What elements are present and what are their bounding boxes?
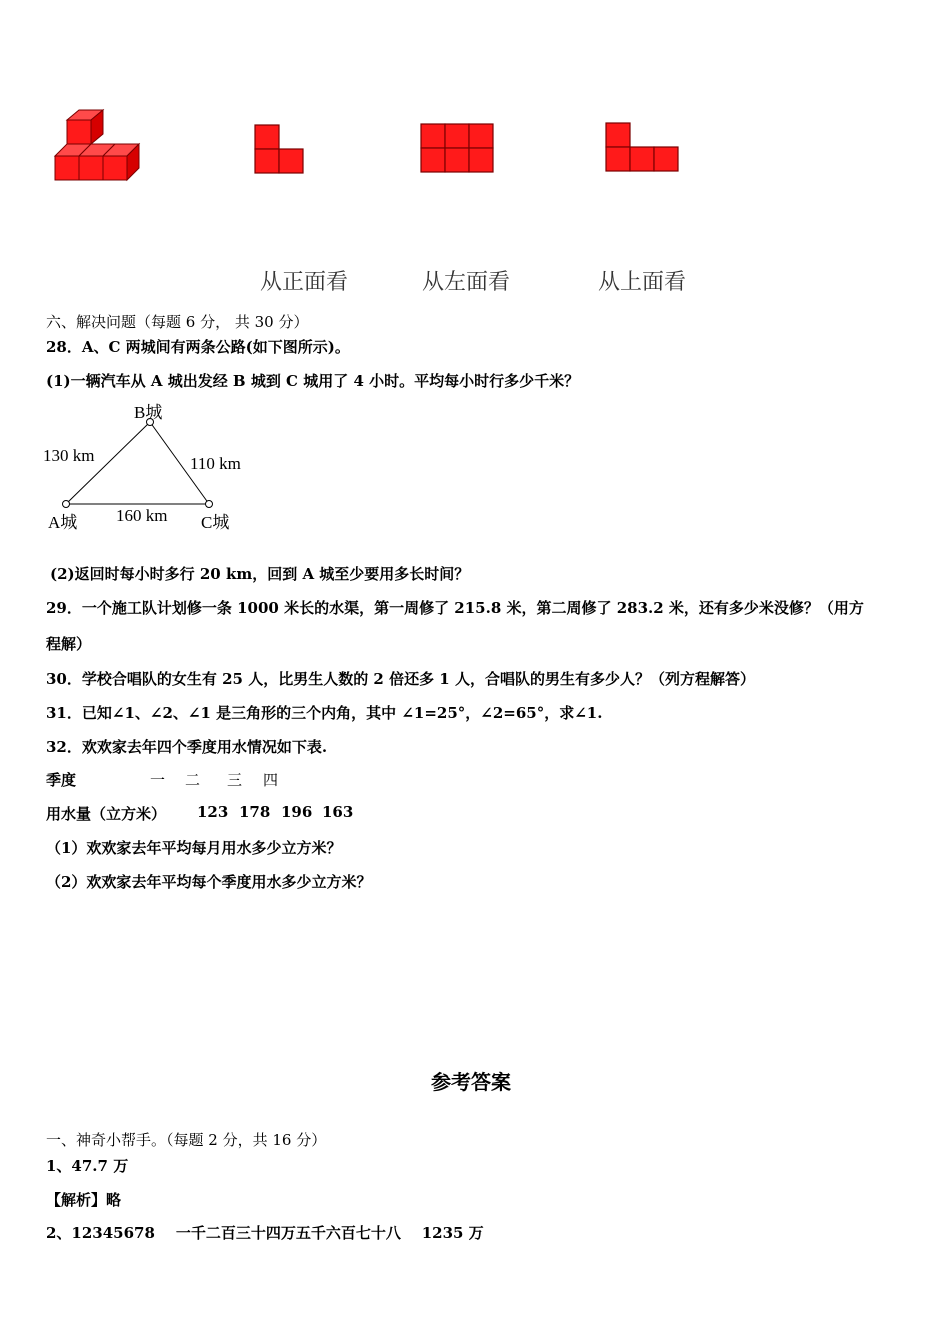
left-view-figure bbox=[420, 123, 496, 175]
q28-part2: (2)返回时每小时多行 20 km，回到 A 城至少要用多长时间？ bbox=[50, 565, 470, 583]
answer-1-analysis: 【解析】略 bbox=[46, 1191, 122, 1209]
q32-row2-header: 用水量（立方米） bbox=[46, 805, 167, 823]
q32-value-4: 163 bbox=[322, 803, 354, 821]
top-view-figure bbox=[605, 122, 681, 174]
answer-2: 2、12345678 一千二百三十四万五千六百七十八 1235 万 bbox=[46, 1224, 484, 1242]
q32-value-2: 178 bbox=[239, 803, 271, 821]
answers-title: 参考答案 bbox=[431, 1070, 511, 1094]
ac-distance-label: 160 km bbox=[116, 506, 168, 525]
q32-quarter-4: 四 bbox=[263, 771, 279, 789]
q28-stem: 28．A、C 两城间有两条公路(如下图所示)。 bbox=[46, 338, 350, 356]
q32-quarter-1: 一 bbox=[150, 771, 166, 789]
left-view-label: 从左面看 bbox=[422, 270, 511, 295]
q32-part2: （2）欢欢家去年平均每个季度用水多少立方米？ bbox=[46, 873, 372, 891]
top-view-label: 从上面看 bbox=[598, 270, 687, 295]
q31-text: 31．已知∠1、∠2、∠1 是三角形的三个内角，其中 ∠1=25°，∠2=65°，求∠1. bbox=[46, 704, 603, 722]
q32-stem: 32．欢欢家去年四个季度用水情况如下表. bbox=[46, 738, 328, 756]
q32-part1: （1）欢欢家去年平均每月用水多少立方米？ bbox=[46, 839, 342, 857]
a-city-label: A城 bbox=[48, 513, 78, 532]
front-view-label: 从正面看 bbox=[260, 270, 349, 295]
c-city-label: C城 bbox=[201, 513, 230, 532]
answers-section-1-heading: 一、神奇小帮手。（每题 2 分，共 16 分） bbox=[46, 1131, 327, 1149]
front-view-figure bbox=[254, 124, 306, 176]
answer-1: 1、47.7 万 bbox=[46, 1157, 129, 1175]
ab-distance-label: 130 km bbox=[43, 446, 95, 465]
cube-stack-figure bbox=[52, 108, 152, 188]
q29-line2: 程解） bbox=[46, 635, 92, 653]
q30-text: 30．学校合唱队的女生有 25 人，比男生人数的 2 倍还多 1 人，合唱队的男生有多少人？（列方程解答） bbox=[46, 670, 755, 688]
section-6-heading: 六、解决问题（每题 6 分， 共 30 分） bbox=[46, 313, 309, 331]
q32-quarter-2: 二 bbox=[185, 771, 201, 789]
c-city-point bbox=[206, 501, 213, 508]
b-city-label: B城 bbox=[134, 403, 163, 422]
q32-value-1: 123 bbox=[197, 803, 229, 821]
triangle-diagram bbox=[40, 398, 270, 533]
q32-value-3: 196 bbox=[281, 803, 313, 821]
bc-distance-label: 110 km bbox=[190, 454, 241, 473]
q28-part1: (1)一辆汽车从 A 城出发经 B 城到 C 城用了 4 小时。平均每小时行多少千米？ bbox=[46, 372, 580, 390]
a-city-point bbox=[63, 501, 70, 508]
q32-row1-header: 季度 bbox=[46, 771, 77, 789]
q29-line1: 29．一个施工队计划修一条 1000 米长的水渠，第一周修了 215.8 米，第二周修了 283.2 米，还有多少米没修？（用方 bbox=[46, 599, 864, 617]
q32-quarter-3: 三 bbox=[227, 771, 243, 789]
